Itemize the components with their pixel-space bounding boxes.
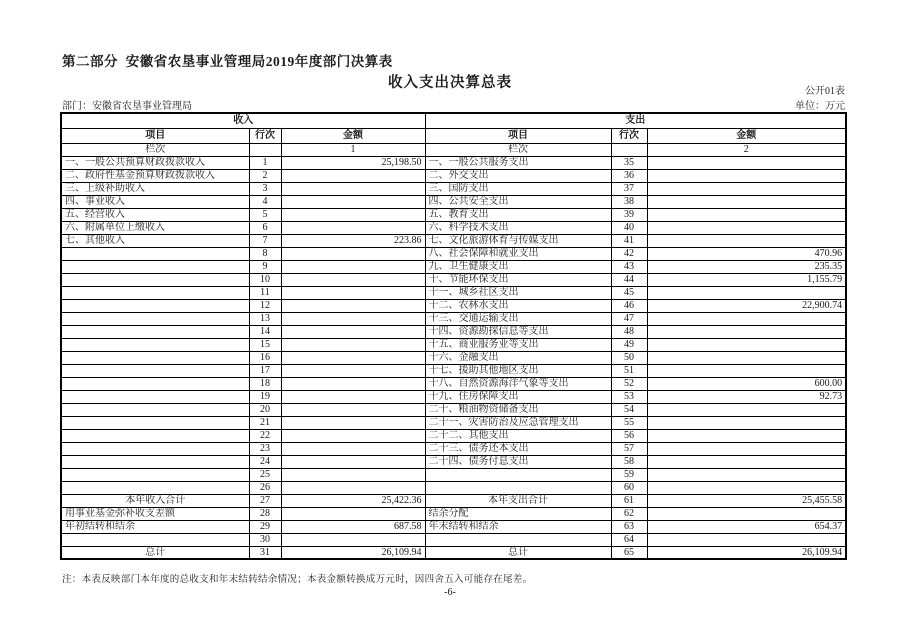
expense-line-cell: 57	[611, 442, 647, 455]
expense-item-cell: 总计	[425, 546, 611, 559]
income-amount-cell	[281, 221, 425, 234]
income-amount-cell	[281, 273, 425, 286]
income-item-cell	[61, 390, 249, 403]
income-line-cell: 2	[249, 169, 281, 182]
expense-item-header: 项目	[425, 128, 611, 143]
expense-item-cell: 七、文化旅游体育与传媒支出	[425, 234, 611, 247]
income-item-cell: 总计	[61, 546, 249, 559]
expense-line-cell: 44	[611, 273, 647, 286]
income-amount-cell: 25,422.36	[281, 494, 425, 507]
table-row	[61, 546, 846, 559]
expense-line-cell: 50	[611, 351, 647, 364]
expense-item-cell: 二十三、债务还本支出	[425, 442, 611, 455]
expense-amount-cell	[647, 351, 846, 364]
table-body	[61, 156, 846, 559]
table-row	[61, 312, 846, 325]
income-line-cell: 24	[249, 455, 281, 468]
expense-item-cell: 结余分配	[425, 507, 611, 520]
department-label: 部门：安徽省农垦事业管理局	[62, 101, 192, 112]
income-item-cell: 三、上级补助收入	[61, 182, 249, 195]
expense-line-cell: 54	[611, 403, 647, 416]
expense-amount-cell	[647, 468, 846, 481]
income-column-number: 1	[281, 143, 425, 156]
table-row	[61, 520, 846, 533]
expense-item-cell: 年末结转和结余	[425, 520, 611, 533]
expense-line-cell: 49	[611, 338, 647, 351]
table-row	[61, 442, 846, 455]
expense-line-cell: 61	[611, 494, 647, 507]
expense-item-cell: 十一、城乡社区支出	[425, 286, 611, 299]
expense-line-cell: 47	[611, 312, 647, 325]
table-row	[61, 195, 846, 208]
expense-amount-cell	[647, 455, 846, 468]
income-line-cell: 27	[249, 494, 281, 507]
expense-line-cell: 37	[611, 182, 647, 195]
table-title: 收入支出决算总表	[388, 75, 512, 91]
expense-line-cell: 55	[611, 416, 647, 429]
expense-amount-cell	[647, 442, 846, 455]
income-line-cell: 15	[249, 338, 281, 351]
table-column-header-row	[61, 128, 846, 143]
table-row	[61, 325, 846, 338]
table-row	[61, 156, 846, 169]
income-item-cell	[61, 403, 249, 416]
income-item-cell	[61, 299, 249, 312]
expense-item-cell: 一、一般公共服务支出	[425, 156, 611, 169]
table-row	[61, 429, 846, 442]
table-row	[61, 351, 846, 364]
income-amount-cell	[281, 403, 425, 416]
table-row	[61, 273, 846, 286]
expense-line-cell: 42	[611, 247, 647, 260]
expense-amount-cell: 235.35	[647, 260, 846, 273]
income-item-cell: 七、其他收入	[61, 234, 249, 247]
expense-amount-cell	[647, 507, 846, 520]
income-line-cell: 4	[249, 195, 281, 208]
income-item-cell	[61, 455, 249, 468]
expense-line-cell: 36	[611, 169, 647, 182]
expense-amount-cell: 1,155.79	[647, 273, 846, 286]
income-item-cell	[61, 286, 249, 299]
income-lanci-label: 栏次	[61, 143, 249, 156]
expense-amount-cell	[647, 286, 846, 299]
table-row	[61, 468, 846, 481]
expense-line-cell: 63	[611, 520, 647, 533]
expense-item-cell: 四、公共安全支出	[425, 195, 611, 208]
income-line-cell: 7	[249, 234, 281, 247]
income-amount-cell	[281, 169, 425, 182]
income-item-cell	[61, 429, 249, 442]
income-amount-cell	[281, 390, 425, 403]
income-item-cell: 一、一般公共预算财政拨款收入	[61, 156, 249, 169]
expense-item-cell: 二、外交支出	[425, 169, 611, 182]
table-row	[61, 208, 846, 221]
income-amount-cell	[281, 507, 425, 520]
income-line-cell: 17	[249, 364, 281, 377]
expense-item-cell: 十九、住房保障支出	[425, 390, 611, 403]
expense-line-cell: 35	[611, 156, 647, 169]
income-line-cell: 1	[249, 156, 281, 169]
expense-lanci-line-cell	[611, 143, 647, 156]
table-row	[61, 494, 846, 507]
table-row	[61, 260, 846, 273]
expense-item-cell: 十二、农林水支出	[425, 299, 611, 312]
expense-amount-cell	[647, 325, 846, 338]
expense-line-header: 行次	[611, 128, 647, 143]
expense-item-cell: 十八、自然资源海洋气象等支出	[425, 377, 611, 390]
income-line-cell: 19	[249, 390, 281, 403]
income-line-cell: 11	[249, 286, 281, 299]
income-amount-cell	[281, 455, 425, 468]
income-amount-cell	[281, 182, 425, 195]
expense-item-cell: 十四、资源勘探信息等支出	[425, 325, 611, 338]
expense-line-cell: 38	[611, 195, 647, 208]
income-line-header: 行次	[249, 128, 281, 143]
table-row	[61, 299, 846, 312]
expense-amount-cell	[647, 221, 846, 234]
income-item-cell	[61, 260, 249, 273]
income-item-cell	[61, 325, 249, 338]
income-line-cell: 23	[249, 442, 281, 455]
expense-amount-cell: 654.37	[647, 520, 846, 533]
expense-line-cell: 60	[611, 481, 647, 494]
expense-item-cell: 十五、商业服务业等支出	[425, 338, 611, 351]
page-number: -6-	[444, 587, 456, 598]
expense-amount-cell: 25,455.58	[647, 494, 846, 507]
table-row	[61, 481, 846, 494]
income-amount-cell	[281, 416, 425, 429]
income-line-cell: 21	[249, 416, 281, 429]
income-line-cell: 10	[249, 273, 281, 286]
form-code: 公开01表	[805, 86, 845, 97]
expense-amount-cell	[647, 403, 846, 416]
income-amount-header: 金额	[281, 128, 425, 143]
expense-line-cell: 46	[611, 299, 647, 312]
expense-item-cell: 十、节能环保支出	[425, 273, 611, 286]
section-title: 第二部分 安徽省农垦事业管理局2019年度部门决算表	[62, 54, 393, 69]
income-amount-cell	[281, 338, 425, 351]
income-amount-cell	[281, 286, 425, 299]
income-amount-cell	[281, 208, 425, 221]
income-line-cell: 13	[249, 312, 281, 325]
income-item-cell	[61, 338, 249, 351]
footnote: 注：本表反映部门本年度的总收支和年末结转结余情况；本表金额转换成万元时，因四舍五入可能存在尾差。	[62, 575, 533, 585]
income-amount-cell: 687.58	[281, 520, 425, 533]
expense-item-cell: 八、社会保障和就业支出	[425, 247, 611, 260]
income-line-cell: 31	[249, 546, 281, 559]
expense-amount-cell	[647, 182, 846, 195]
income-amount-cell	[281, 351, 425, 364]
expense-item-cell: 二十、粮油物资储备支出	[425, 403, 611, 416]
income-line-cell: 6	[249, 221, 281, 234]
table-row	[61, 403, 846, 416]
income-line-cell: 30	[249, 533, 281, 546]
income-amount-cell	[281, 247, 425, 260]
income-line-cell: 25	[249, 468, 281, 481]
income-lanci-line-cell	[249, 143, 281, 156]
income-amount-cell	[281, 260, 425, 273]
expense-item-cell	[425, 481, 611, 494]
expense-line-cell: 62	[611, 507, 647, 520]
income-amount-cell: 223.86	[281, 234, 425, 247]
expense-line-cell: 56	[611, 429, 647, 442]
income-section-header: 收入	[61, 113, 425, 128]
income-line-cell: 29	[249, 520, 281, 533]
expense-item-cell: 二十四、债务付息支出	[425, 455, 611, 468]
income-item-cell: 用事业基金弥补收支差额	[61, 507, 249, 520]
table-row	[61, 533, 846, 546]
income-item-cell	[61, 481, 249, 494]
income-item-cell	[61, 416, 249, 429]
expense-amount-cell: 92.73	[647, 390, 846, 403]
expense-line-cell: 48	[611, 325, 647, 338]
expense-amount-cell: 470.96	[647, 247, 846, 260]
expense-amount-cell	[647, 195, 846, 208]
expense-line-cell: 65	[611, 546, 647, 559]
income-line-cell: 12	[249, 299, 281, 312]
income-line-cell: 9	[249, 260, 281, 273]
expense-item-cell: 本年支出合计	[425, 494, 611, 507]
expense-section-header: 支出	[425, 113, 846, 128]
table-row	[61, 169, 846, 182]
income-item-cell: 四、事业收入	[61, 195, 249, 208]
expense-line-cell: 51	[611, 364, 647, 377]
expense-line-cell: 43	[611, 260, 647, 273]
column-index-row	[61, 143, 846, 156]
expense-amount-cell	[647, 429, 846, 442]
unit-label: 单位：万元	[795, 101, 845, 112]
income-amount-cell	[281, 195, 425, 208]
table-row	[61, 416, 846, 429]
income-amount-cell	[281, 312, 425, 325]
income-amount-cell: 26,109.94	[281, 546, 425, 559]
expense-amount-cell	[647, 234, 846, 247]
expense-amount-cell	[647, 533, 846, 546]
income-item-cell	[61, 364, 249, 377]
expense-item-cell	[425, 468, 611, 481]
income-line-cell: 28	[249, 507, 281, 520]
income-amount-cell: 25,198.50	[281, 156, 425, 169]
expense-line-cell: 53	[611, 390, 647, 403]
expense-item-cell	[425, 533, 611, 546]
income-line-cell: 3	[249, 182, 281, 195]
expense-line-cell: 40	[611, 221, 647, 234]
expense-amount-cell	[647, 312, 846, 325]
table-row	[61, 390, 846, 403]
table-row	[61, 338, 846, 351]
expense-amount-cell	[647, 169, 846, 182]
expense-item-cell: 九、卫生健康支出	[425, 260, 611, 273]
income-item-cell: 五、经营收入	[61, 208, 249, 221]
income-item-cell: 年初结转和结余	[61, 520, 249, 533]
table-row	[61, 507, 846, 520]
income-item-cell	[61, 273, 249, 286]
expense-amount-cell	[647, 364, 846, 377]
income-amount-cell	[281, 442, 425, 455]
income-item-header: 项目	[61, 128, 249, 143]
income-amount-cell	[281, 325, 425, 338]
income-line-cell: 18	[249, 377, 281, 390]
income-item-cell	[61, 442, 249, 455]
expense-amount-cell	[647, 481, 846, 494]
income-item-cell	[61, 247, 249, 260]
budget-table	[60, 112, 847, 560]
income-amount-cell	[281, 377, 425, 390]
expense-line-cell: 58	[611, 455, 647, 468]
table-row	[61, 221, 846, 234]
income-item-cell	[61, 312, 249, 325]
income-amount-cell	[281, 299, 425, 312]
income-amount-cell	[281, 481, 425, 494]
income-item-cell: 本年收入合计	[61, 494, 249, 507]
income-item-cell	[61, 351, 249, 364]
table-row	[61, 455, 846, 468]
expense-line-cell: 59	[611, 468, 647, 481]
expense-item-cell: 二十二、其他支出	[425, 429, 611, 442]
income-amount-cell	[281, 429, 425, 442]
table-row	[61, 247, 846, 260]
expense-line-cell: 39	[611, 208, 647, 221]
income-line-cell: 20	[249, 403, 281, 416]
income-line-cell: 22	[249, 429, 281, 442]
expense-amount-header: 金额	[647, 128, 846, 143]
expense-item-cell: 十六、金融支出	[425, 351, 611, 364]
income-item-cell	[61, 377, 249, 390]
income-item-cell: 六、附属单位上缴收入	[61, 221, 249, 234]
expense-column-number: 2	[647, 143, 846, 156]
table-row	[61, 182, 846, 195]
table-row	[61, 286, 846, 299]
income-amount-cell	[281, 364, 425, 377]
expense-item-cell: 五、教育支出	[425, 208, 611, 221]
table-row	[61, 234, 846, 247]
meta-row	[62, 97, 845, 112]
expense-item-cell: 二十一、灾害防治及应急管理支出	[425, 416, 611, 429]
income-item-cell	[61, 468, 249, 481]
expense-line-cell: 52	[611, 377, 647, 390]
income-amount-cell	[281, 533, 425, 546]
income-line-cell: 16	[249, 351, 281, 364]
table-row	[61, 377, 846, 390]
income-line-cell: 5	[249, 208, 281, 221]
income-amount-cell	[281, 468, 425, 481]
income-line-cell: 14	[249, 325, 281, 338]
expense-item-cell: 六、科学技术支出	[425, 221, 611, 234]
expense-amount-cell: 600.00	[647, 377, 846, 390]
income-item-cell	[61, 533, 249, 546]
income-line-cell: 26	[249, 481, 281, 494]
expense-lanci-label: 栏次	[425, 143, 611, 156]
expense-amount-cell	[647, 156, 846, 169]
expense-amount-cell	[647, 338, 846, 351]
expense-amount-cell: 26,109.94	[647, 546, 846, 559]
expense-item-cell: 十三、交通运输支出	[425, 312, 611, 325]
expense-line-cell: 41	[611, 234, 647, 247]
expense-line-cell: 45	[611, 286, 647, 299]
expense-line-cell: 64	[611, 533, 647, 546]
table-row	[61, 364, 846, 377]
table-section-header-row	[61, 113, 846, 128]
expense-item-cell: 三、国防支出	[425, 182, 611, 195]
expense-amount-cell	[647, 208, 846, 221]
income-line-cell: 8	[249, 247, 281, 260]
expense-item-cell: 十七、援助其他地区支出	[425, 364, 611, 377]
expense-amount-cell	[647, 416, 846, 429]
income-item-cell: 二、政府性基金预算财政拨款收入	[61, 169, 249, 182]
expense-amount-cell: 22,900.74	[647, 299, 846, 312]
